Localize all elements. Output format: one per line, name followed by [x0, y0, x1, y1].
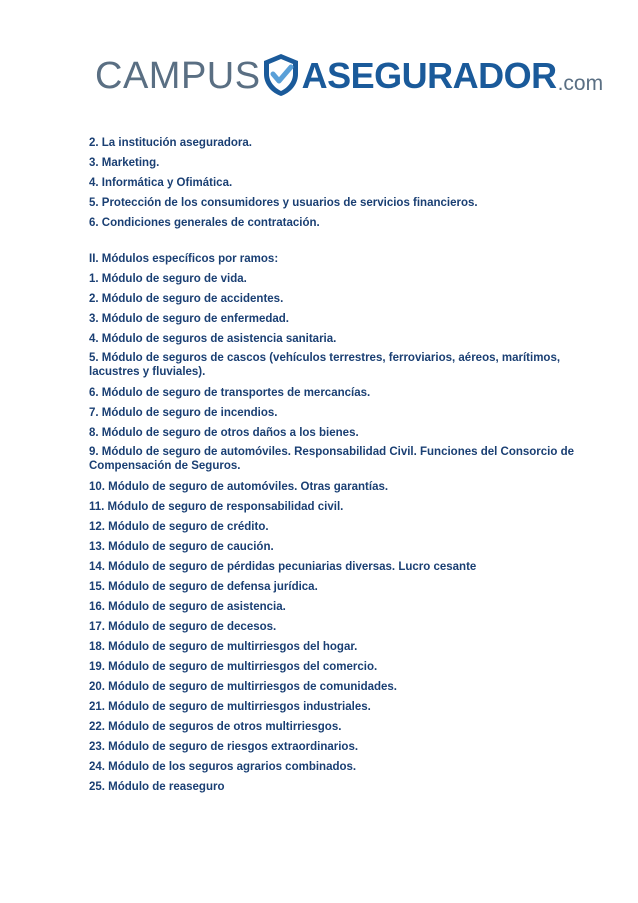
- list-item: 18. Módulo de seguro de multirriesgos del hogar.: [89, 641, 358, 653]
- list-item: 11. Módulo de seguro de responsabilidad civil.: [89, 501, 344, 513]
- list-item: 21. Módulo de seguro de multirriesgos industriales.: [89, 701, 371, 713]
- list-item: 7. Módulo de seguro de incendios.: [89, 407, 278, 419]
- list-item: 25. Módulo de reaseguro: [89, 781, 225, 793]
- list-item: 4. Informática y Ofimática.: [89, 177, 233, 189]
- list-item: 3. Marketing.: [89, 157, 160, 169]
- campus-asegurador-logo: [95, 45, 603, 95]
- list-item: 4. Módulo de seguros de asistencia sanitaria.: [89, 333, 337, 345]
- list-item: 5. Módulo de seguros de cascos (vehículos terrestres, ferroviarios, aéreos, marítimos, lacustres y fluviales).: [89, 352, 561, 378]
- list-item: 23. Módulo de seguro de riesgos extraordinarios.: [89, 741, 359, 753]
- list-item: 8. Módulo de seguro de otros daños a los bienes.: [89, 427, 359, 439]
- list-item: 24. Módulo de los seguros agrarios combinados.: [89, 761, 357, 773]
- list-item: 1. Módulo de seguro de vida.: [89, 273, 247, 285]
- list-item: 12. Módulo de seguro de crédito.: [89, 521, 269, 533]
- list-item: 5. Protección de los consumidores y usuarios de servicios financieros.: [89, 197, 478, 209]
- list-item: 22. Módulo de seguros de otros multirriesgos.: [89, 721, 342, 733]
- list-item: 17. Módulo de seguro de decesos.: [89, 621, 277, 633]
- list-item: 6. Condiciones generales de contratación.: [89, 217, 320, 229]
- document-body: [89, 133, 581, 797]
- logo-text-com: .com: [557, 72, 604, 95]
- list-item: 13. Módulo de seguro de caución.: [89, 541, 274, 553]
- list-item: 15. Módulo de seguro de defensa jurídica.: [89, 581, 318, 593]
- list-item: 3. Módulo de seguro de enfermedad.: [89, 313, 290, 325]
- section-heading: II. Módulos específicos por ramos:: [89, 253, 279, 265]
- list-item: 6. Módulo de seguro de transportes de mercancías.: [89, 387, 371, 399]
- logo-text-campus: CAMPUS: [95, 55, 261, 97]
- list-item: 2. Módulo de seguro de accidentes.: [89, 293, 284, 305]
- list-item: 19. Módulo de seguro de multirriesgos del comercio.: [89, 661, 378, 673]
- shield-check-icon: [261, 52, 301, 98]
- list-item: 10. Módulo de seguro de automóviles. Otras garantías.: [89, 481, 389, 493]
- list-item: 14. Módulo de seguro de pérdidas pecuniarias diversas. Lucro cesante: [89, 561, 477, 573]
- list-item: 20. Módulo de seguro de multirriesgos de comunidades.: [89, 681, 398, 693]
- section-gap: [89, 233, 581, 249]
- logo-text-asegurador: ASEGURADOR: [301, 55, 557, 96]
- list-item: 2. La institución aseguradora.: [89, 137, 252, 149]
- list-item: 9. Módulo de seguro de automóviles. Responsabilidad Civil. Funciones del Consorcio de Compensación de Seguros.: [89, 446, 574, 472]
- list-item: 16. Módulo de seguro de asistencia.: [89, 601, 286, 613]
